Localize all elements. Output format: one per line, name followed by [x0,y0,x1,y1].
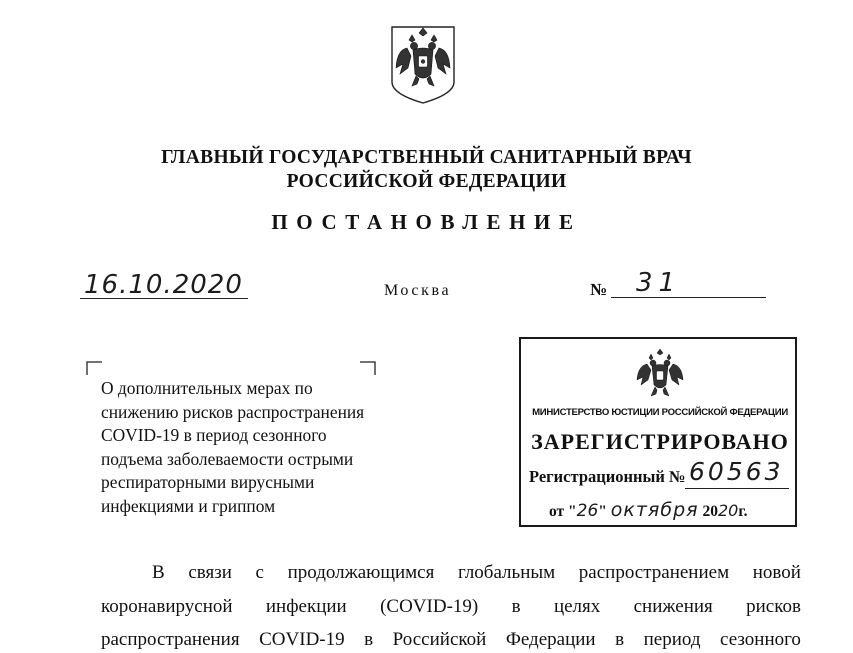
registration-stamp [519,337,797,527]
document-type-heading: ПОСТАНОВЛЕНИЕ [271,210,582,234]
body-word: в [615,629,625,650]
stamp-date-year-prefix: 20 [702,503,718,520]
body-word: целях [553,596,601,617]
document-number: 31 [636,268,682,298]
body-line [101,629,801,651]
stamp-date-quote: " [598,503,607,520]
body-word: распространения [101,629,240,650]
subject-line: инфекциями и гриппом [101,495,276,516]
coat-of-arms-emblem [389,24,457,106]
subject-line: снижению рисков распространения [101,401,365,422]
body-line [152,562,801,584]
body-word: глобальным [457,562,556,583]
document-subject [101,377,401,518]
reg-number-underline [685,488,789,489]
issuer-line-1: ГЛАВНЫЙ ГОСУДАРСТВЕННЫЙ САНИТАРНЫЙ ВРАЧ [161,147,692,168]
body-word: В [152,562,165,583]
stamp-date-suffix: г. [738,503,748,520]
body-word: (COVID-19) [380,596,479,617]
document-date: 16.10.2020 [84,270,243,300]
body-word: Российской [392,629,487,650]
subject-corner-left [86,361,102,375]
stamp-ministry: МИНИСТЕРСТВО ЮСТИЦИИ РОССИЙСКОЙ ФЕДЕРАЦИИ [532,407,788,418]
number-label: № [590,280,608,299]
body-line [101,596,801,618]
issuer-line-2: РОССИЙСКОЙ ФЕДЕРАЦИИ [286,171,567,192]
stamp-date-row [549,499,747,521]
number-underline [611,297,766,298]
subject-corner-right [360,361,376,375]
body-word: рисков [746,596,801,617]
city: Москва [384,282,452,299]
date-underline [80,298,248,299]
subject-line: респираторными вирусными [101,472,315,492]
stamp-date-month: октября [610,499,699,521]
body-word: распространением [578,562,730,583]
body-word: инфекции [265,596,347,617]
body-word: новой [752,562,801,583]
stamp-reg-number: 60563 [689,457,784,486]
body-word: в [364,629,374,650]
body-word: снижения [633,596,713,617]
stamp-date-prefix: от " [549,503,577,520]
stamp-status: ЗАРЕГИСТРИРОВАНО [531,429,789,454]
body-word: продолжающимся [287,562,435,583]
body-word: связи [188,562,232,583]
subject-line: COVID-19 в период сезонного [101,425,327,445]
body-word: в [511,596,521,617]
stamp-date-year: 20 [717,501,739,520]
stamp-date-day: 26 [576,501,599,521]
subject-line: О дополнительных мерах по [101,378,313,398]
body-word: сезонного [720,629,801,650]
body-word: COVID-19 [259,629,345,650]
body-word: Федерации [505,629,596,650]
stamp-reg-label: Регистрационный № [529,467,686,486]
body-word: с [255,562,264,583]
stamp-emblem-icon [633,348,687,404]
subject-line: подъема заболеваемости острыми [101,448,354,469]
body-word: период [643,629,701,650]
body-word: коронавирусной [101,596,233,617]
